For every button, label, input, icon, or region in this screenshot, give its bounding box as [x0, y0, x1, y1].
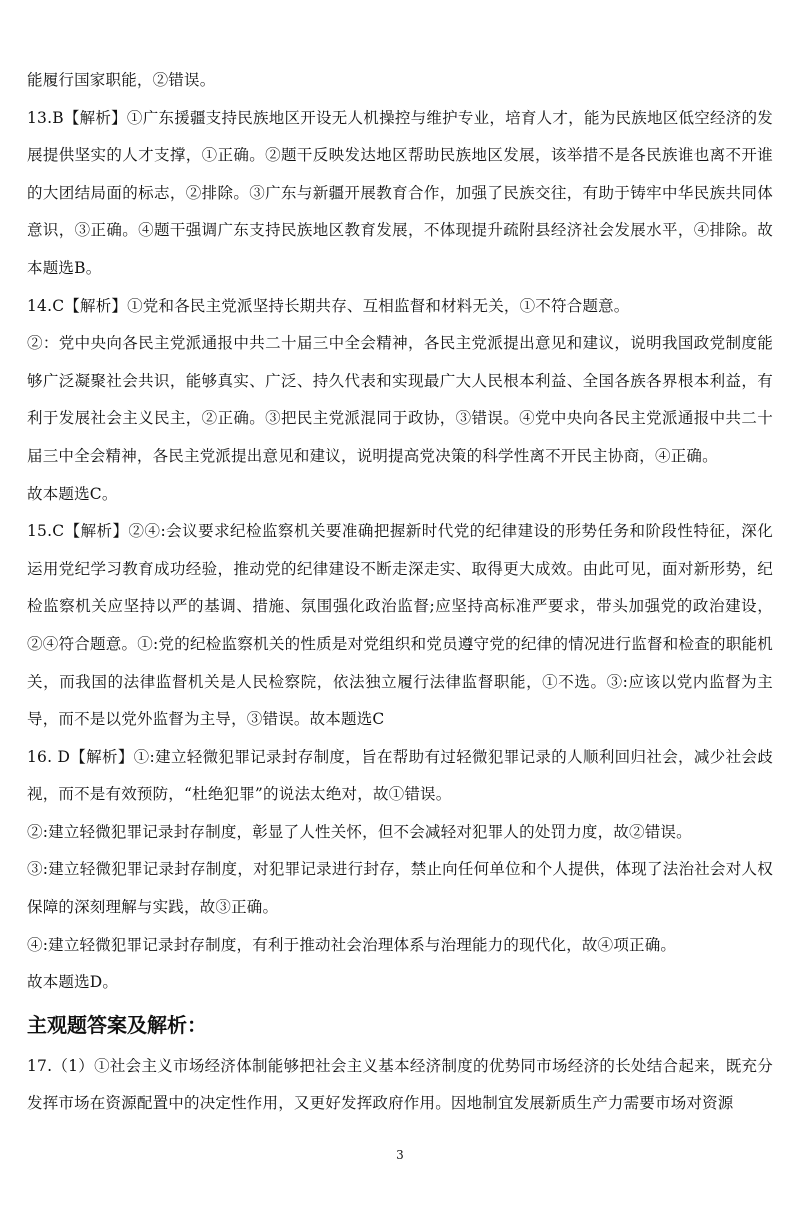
answer-16-conclusion: 故本题选D。	[27, 973, 119, 992]
paragraph-continuation: 能履行国家职能，②错误。	[27, 71, 216, 89]
page-content	[27, 62, 773, 1123]
answer-14: 14.C【解析】①党和各民主党派坚持长期共存、互相监督和材料无关，①不符合题意。	[27, 296, 630, 315]
section-heading: 主观题答案及解析：	[27, 1012, 207, 1037]
answer-16: 16. D【解析】①:建立轻微犯罪记录封存制度，旨在帮助有过轻微犯罪记录的人顺利回归社会，减少社会歧视，而不是有效预防，“杜绝犯罪”的说法太绝对，故①错误。	[27, 747, 773, 804]
answer-16-item-3: ③:建立轻微犯罪记录封存制度，对犯罪记录进行封存，禁止向任何单位和个人提供，体现了法治社会对人权保障的深刻理解与实践，故③正确。	[27, 860, 773, 917]
answer-14-conclusion: 故本题选C。	[27, 484, 118, 503]
answer-16-item-2: ②:建立轻微犯罪记录封存制度，彰显了人性关怀，但不会减轻对犯罪人的处罚力度，故②错误。	[27, 822, 692, 841]
answer-15: 15.C【解析】②④:会议要求纪检监察机关要准确把握新时代党的纪律建设的形势任务和阶段性特征，深化运用党纪学习教育成功经验，推动党的纪律建设不断走深走实、取得更大成效。由此可见，面对新形势，纪检监察机关应坚持以严的基调、措施、氛围强化政治监督;应坚持高标准严要求，带头加强党的政治建设，②④符合题意。①:党的纪检监察机关的性质是对党组织和党员遵守党的纪律的情况进行监督和检查的职能机关，而我国的法律监督机关是人民检察院，依法独立履行法律监督职能，①不选。③:应该以党内监督为主导，而不是以党外监督为主导，③错误。故本题选C	[27, 522, 773, 729]
answer-13: 13.B【解析】①广东援疆支持民族地区开设无人机操控与维护专业，培育人才，能为民族地区低空经济的发展提供坚实的人才支撑，①正确。②题干反映发达地区帮助民族地区发展，该举措不是各民族谁也离不开谁的大团结局面的标志，②排除。③广东与新疆开展教育合作，加强了民族交往，有助于铸牢中华民族共同体意识，③正确。④题干强调广东支持民族地区教育发展，不体现提升疏附县经济社会发展水平，④排除。故本题选B。	[27, 108, 773, 277]
answer-17: 17.（1）①社会主义市场经济体制能够把社会主义基本经济制度的优势同市场经济的长处结合起来，既充分发挥市场在资源配置中的决定性作用，又更好发挥政府作用。因地制宜发展新质生产力需要市场对资源	[27, 1056, 773, 1113]
answer-14-detail: ②：党中央向各民主党派通报中共二十届三中全会精神，各民主党派提出意见和建议，说明我国政党制度能够广泛凝聚社会共识，能够真实、广泛、持久代表和实现最广大人民根本利益、全国各族各界根本利益，有利于发展社会主义民主，②正确。③把民主党派混同于政协，③错误。④党中央向各民主党派通报中共二十届三中全会精神，各民主党派提出意见和建议，说明提高党决策的科学性离不开民主协商，④正确。	[27, 334, 773, 465]
answer-16-item-4: ④:建立轻微犯罪记录封存制度，有利于推动社会治理体系与治理能力的现代化，故④项正确。	[27, 935, 677, 954]
page-number: 3	[396, 1148, 404, 1162]
